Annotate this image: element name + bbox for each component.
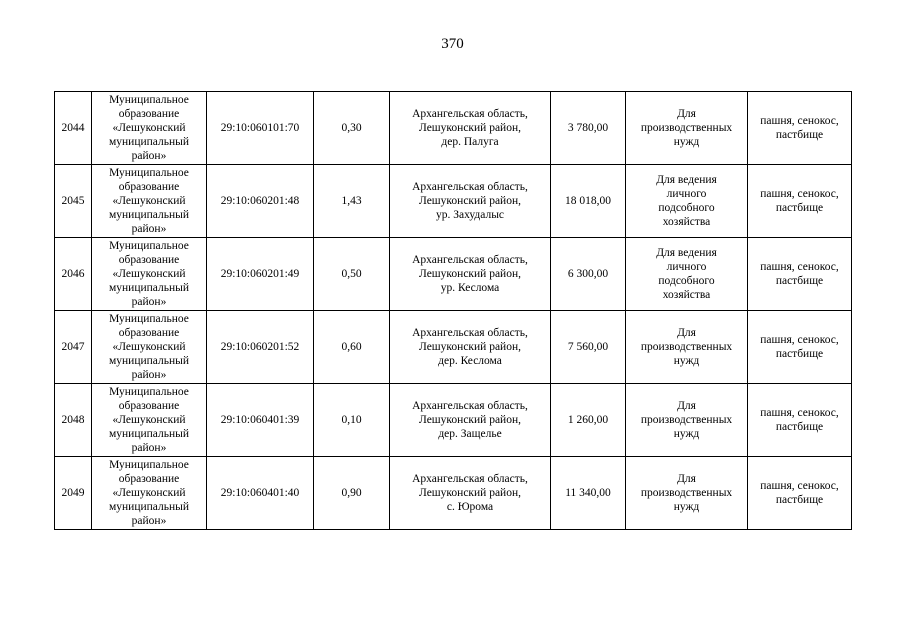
cell-price: 1 260,00	[551, 384, 626, 457]
cell-purpose-line: подсобного	[658, 202, 715, 214]
cell-owner-line: «Лешуконский	[112, 414, 186, 426]
cell-land-use	[748, 92, 852, 165]
cell-owner-line: район»	[131, 150, 167, 162]
table-row	[55, 165, 852, 238]
cell-owner-line: Муниципальное	[109, 313, 189, 325]
cell-owner	[92, 311, 207, 384]
cell-price: 11 340,00	[551, 457, 626, 530]
cell-owner-line: район»	[131, 442, 167, 454]
cell-address-line: Архангельская область,	[412, 254, 528, 266]
cell-owner	[92, 238, 207, 311]
cell-land-use-line: пастбище	[775, 421, 824, 433]
cell-land-use	[748, 384, 852, 457]
cell-land-use-line: пастбище	[775, 202, 824, 214]
cell-land-use	[748, 238, 852, 311]
cell-cadastral-number: 29:10:060201:48	[207, 165, 314, 238]
cell-address-line: Архангельская область,	[412, 400, 528, 412]
cell-purpose-line: Для ведения	[656, 174, 717, 186]
cell-cadastral-number: 29:10:060401:39	[207, 384, 314, 457]
cell-address	[390, 238, 551, 311]
cell-owner-line: муниципальный	[108, 355, 190, 367]
cell-land-use-line: пастбище	[775, 494, 824, 506]
land-registry-table	[54, 91, 852, 530]
cell-id: 2045	[55, 165, 92, 238]
cell-purpose-line: производственных	[640, 414, 733, 426]
cell-id: 2048	[55, 384, 92, 457]
cell-owner-line: муниципальный	[108, 209, 190, 221]
cell-owner-line: «Лешуконский	[112, 122, 186, 134]
cell-owner-line: образование	[118, 400, 180, 412]
cell-owner-line: район»	[131, 296, 167, 308]
cell-address	[390, 457, 551, 530]
cell-purpose-line: Для	[677, 473, 696, 485]
cell-area: 0,50	[314, 238, 390, 311]
cell-cadastral-number: 29:10:060201:49	[207, 238, 314, 311]
cell-purpose-line: Для	[677, 327, 696, 339]
cell-address-line: Лешуконский район,	[418, 268, 521, 280]
page-number: 370	[441, 36, 464, 52]
cell-land-use-line: пашня, сенокос,	[760, 261, 839, 273]
cell-area: 1,43	[314, 165, 390, 238]
cell-address-line: Архангельская область,	[412, 108, 528, 120]
cell-purpose-line: производственных	[640, 122, 733, 134]
cell-price: 18 018,00	[551, 165, 626, 238]
cell-owner-line: Муниципальное	[109, 167, 189, 179]
cell-owner-line: муниципальный	[108, 428, 190, 440]
cell-purpose-line: нужд	[673, 428, 700, 440]
cell-cadastral-number: 29:10:060201:52	[207, 311, 314, 384]
cell-address	[390, 92, 551, 165]
cell-owner-line: образование	[118, 181, 180, 193]
cell-purpose	[626, 311, 748, 384]
cell-owner-line: Муниципальное	[109, 459, 189, 471]
cell-address-line: дер. Палуга	[441, 136, 499, 148]
cell-land-use-line: пастбище	[775, 275, 824, 287]
table-body	[55, 92, 852, 530]
cell-purpose-line: нужд	[673, 136, 700, 148]
cell-owner-line: Муниципальное	[109, 386, 189, 398]
cell-land-use-line: пашня, сенокос,	[760, 115, 839, 127]
cell-owner	[92, 165, 207, 238]
cell-owner	[92, 457, 207, 530]
cell-purpose-line: Для ведения	[656, 247, 717, 259]
cell-owner-line: муниципальный	[108, 501, 190, 513]
cell-price: 7 560,00	[551, 311, 626, 384]
cell-land-use-line: пашня, сенокос,	[760, 407, 839, 419]
cell-purpose-line: личного	[666, 261, 707, 273]
cell-land-use	[748, 311, 852, 384]
cell-address-line: Архангельская область,	[412, 181, 528, 193]
cell-purpose-line: личного	[666, 188, 707, 200]
cell-owner-line: образование	[118, 254, 180, 266]
cell-address-line: Лешуконский район,	[418, 487, 521, 499]
cell-area: 0,30	[314, 92, 390, 165]
table-row	[55, 457, 852, 530]
cell-owner-line: «Лешуконский	[112, 268, 186, 280]
cell-address	[390, 384, 551, 457]
cell-id: 2046	[55, 238, 92, 311]
cell-address-line: Лешуконский район,	[418, 414, 521, 426]
cell-purpose	[626, 457, 748, 530]
cell-cadastral-number: 29:10:060401:40	[207, 457, 314, 530]
cell-owner-line: Муниципальное	[109, 94, 189, 106]
cell-address-line: дер. Кеслома	[438, 355, 502, 367]
cell-land-use-line: пастбище	[775, 348, 824, 360]
cell-purpose-line: нужд	[673, 501, 700, 513]
cell-address-line: Архангельская область,	[412, 473, 528, 485]
cell-purpose-line: хозяйства	[662, 216, 711, 228]
cell-id: 2047	[55, 311, 92, 384]
cell-owner-line: «Лешуконский	[112, 195, 186, 207]
cell-owner-line: район»	[131, 223, 167, 235]
cell-owner-line: образование	[118, 108, 180, 120]
cell-address-line: ур. Кеслома	[440, 282, 500, 294]
cell-purpose-line: Для	[677, 400, 696, 412]
cell-address-line: Архангельская область,	[412, 327, 528, 339]
cell-address-line: Лешуконский район,	[418, 122, 521, 134]
cell-address-line: Лешуконский район,	[418, 341, 521, 353]
cell-owner-line: Муниципальное	[109, 240, 189, 252]
cell-address	[390, 311, 551, 384]
cell-owner-line: образование	[118, 327, 180, 339]
cell-land-use	[748, 457, 852, 530]
cell-purpose-line: Для	[677, 108, 696, 120]
cell-land-use-line: пашня, сенокос,	[760, 480, 839, 492]
cell-land-use-line: пашня, сенокос,	[760, 334, 839, 346]
cell-id: 2044	[55, 92, 92, 165]
cell-owner-line: «Лешуконский	[112, 487, 186, 499]
table-row	[55, 92, 852, 165]
cell-price: 3 780,00	[551, 92, 626, 165]
cell-purpose	[626, 92, 748, 165]
cell-address	[390, 165, 551, 238]
cell-address-line: Лешуконский район,	[418, 195, 521, 207]
cell-purpose-line: подсобного	[658, 275, 715, 287]
cell-purpose	[626, 384, 748, 457]
cell-cadastral-number: 29:10:060101:70	[207, 92, 314, 165]
cell-area: 0,60	[314, 311, 390, 384]
cell-area: 0,10	[314, 384, 390, 457]
cell-land-use-line: пастбище	[775, 129, 824, 141]
cell-id: 2049	[55, 457, 92, 530]
cell-price: 6 300,00	[551, 238, 626, 311]
cell-purpose-line: производственных	[640, 487, 733, 499]
cell-owner-line: «Лешуконский	[112, 341, 186, 353]
cell-purpose-line: хозяйства	[662, 289, 711, 301]
cell-owner-line: район»	[131, 369, 167, 381]
cell-owner	[92, 384, 207, 457]
cell-owner-line: муниципальный	[108, 282, 190, 294]
cell-owner-line: образование	[118, 473, 180, 485]
table-row	[55, 311, 852, 384]
cell-area: 0,90	[314, 457, 390, 530]
table-row	[55, 384, 852, 457]
cell-owner-line: муниципальный	[108, 136, 190, 148]
cell-land-use	[748, 165, 852, 238]
cell-purpose	[626, 165, 748, 238]
cell-purpose-line: производственных	[640, 341, 733, 353]
cell-land-use-line: пашня, сенокос,	[760, 188, 839, 200]
cell-owner	[92, 92, 207, 165]
cell-purpose-line: нужд	[673, 355, 700, 367]
cell-purpose	[626, 238, 748, 311]
cell-address-line: с. Юрома	[446, 501, 494, 513]
cell-address-line: дер. Защелье	[438, 428, 502, 440]
table-row	[55, 238, 852, 311]
cell-owner-line: район»	[131, 515, 167, 527]
cell-address-line: ур. Захудалыс	[435, 209, 505, 221]
